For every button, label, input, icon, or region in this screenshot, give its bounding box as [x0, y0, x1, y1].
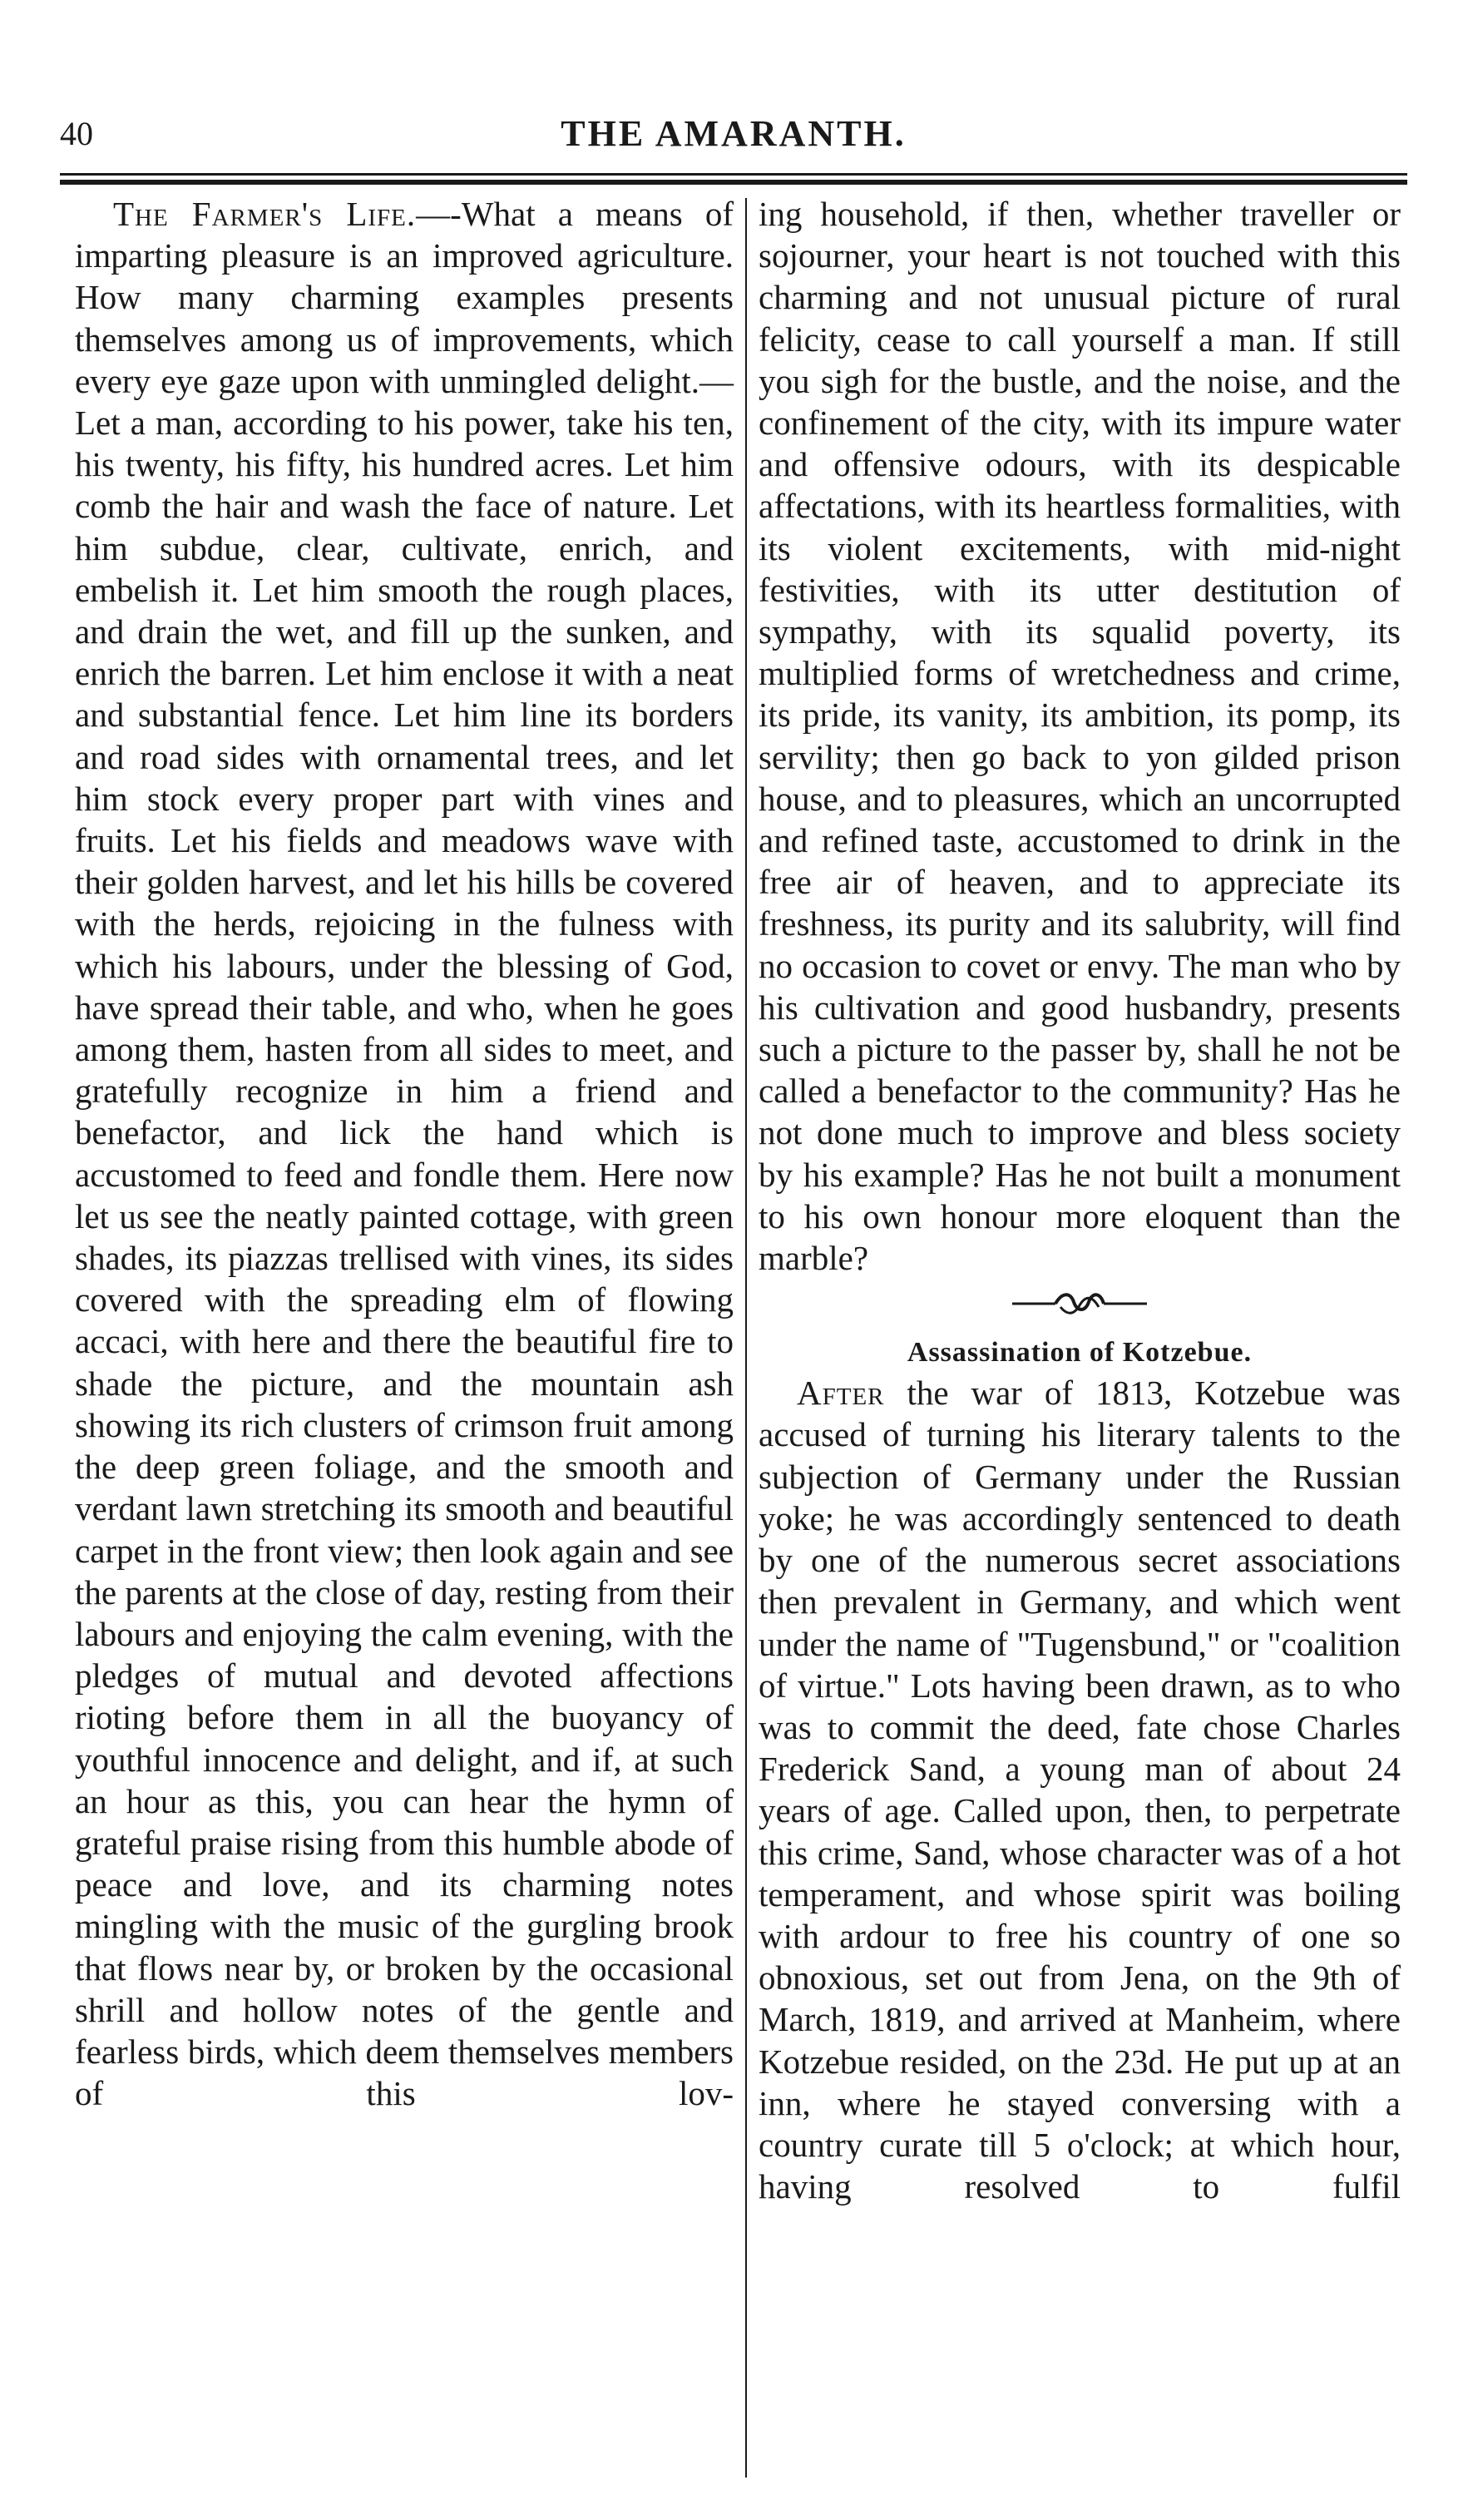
kotzebue-paragraph: [759, 1372, 1401, 2207]
header-rule-thin: [60, 173, 1407, 176]
running-title: THE AMARANTH.: [561, 113, 907, 154]
kotzebue-text: the war of 1813, Kotzebue was accused of turning his literary talents to the subjection of Germany under the Russian yoke; he was accordingly sentenced to death by one of the numerous secret associations then prevalent in Germany, and which went under the name of "Tugensbund," or "coalition of virtue." Lots having been drawn, as to who was to commit the deed, fate chose Charles Frederick Sand, a young man of about 24 years of age. Called upon, then, to perpetrate this crime, Sand, whose character was of a hot temperament, and whose spirit was boiling with ardour to free his country of one so obnoxious, set out from Jena, on the 9th of March, 1819, and arrived at Manheim, where Kotzebue resided, on the 23d. He put up at an inn, where he stayed conversing with a country curate till 5 o'clock; at which hour, having resolved to fulfil: [759, 1374, 1401, 2206]
article-title: Assassination of Kotzebue.: [907, 1337, 1253, 1369]
left-column: [75, 193, 734, 2114]
article-lead-word: After: [797, 1374, 885, 1413]
farmers-life-continuation: ing household, if then, whether traveller or sojourner, your heart is not touched with this charming and not unusual picture of rural felicity, cease to call yourself a man. If still you sigh for the bustle, and the noise, and the confinement of the city, with its impure water and offensive odours, with its despicable affectations, with its heartless formalities, with its violent excitements, with mid-night festivities, with its utter destitution of sympathy, with its squalid poverty, its multiplied forms of wretchedness and crime, its pride, its vanity, its ambition, its pomp, its servility; then go back to yon gilded prison house, and to pleasures, which an uncorrupted and refined taste, accustomed to drink in the free air of heaven, and to appreciate its freshness, its purity and its salubrity, will find no occasion to covet or envy. The man who by his cultivation and good husbandry, presents such a picture to the passer by, shall he not be called a benefactor to the community? Has he not done much to improve and bless society by his example? Has he not built a monument to his own honour more eloquent than the marble?: [759, 195, 1401, 1278]
page-header: [60, 104, 1407, 162]
header-rule-thick: [60, 180, 1407, 185]
farmers-life-paragraph: [75, 193, 734, 2114]
column-divider: [745, 198, 747, 2478]
section-lead-in: The Farmer's Life.: [113, 195, 417, 233]
farmers-life-text: —-What a means of imparting pleasure is an improved agriculture. How many charming examples presents themselves among us of improvements, which every eye gaze upon with unmingled delight.—Let a man, according to his power, take his ten, his twenty, his fifty, his hundred acres. Let him comb the hair and wash the face of nature. Let him subdue, clear, cultivate, enrich, and embelish it. Let him smooth the rough places, and drain the wet, and fill up the sunken, and enrich the barren. Let him enclose it with a neat and substantial fence. Let him line its borders and road sides with ornamental trees, and let him stock every proper part with vines and fruits. Let his fields and meadows wave with their golden harvest, and let his hills be covered with the herds, rejoicing in the fulness with which his labours, under the blessing of God, have spread their table, and who, when he goes among them, hasten from all sides to meet, and gratefully recognize in him a friend and benefactor, and lick the hand which is accustomed to feed and fondle them. Here now let us see the neatly painted cottage, with green shades, its piazzas trellised with vines, its sides covered with the spreading elm of flowing accaci, with here and there the beautiful fire to shade the picture, and the mountain ash showing its rich clusters of crimson fruit among the deep green foliage, and the smooth and verdant lawn stretching its smooth and beautiful carpet in the front view; then look again and see the parents at the close of day, resting from their labours and enjoying the calm evening, with the pledges of mutual and devoted affections rioting before them in all the buoyancy of youthful innocence and delight, and if, at such an hour as this, you can hear the hymn of grateful praise rising from this humble abode of peace and love, and its charming notes mingling with the music of the gurgling brook that flows near by, or broken by the occasional shrill and hollow notes of the gentle and fearless birds, which deem themselves members of this lov-: [75, 195, 734, 2113]
page-number: 40: [60, 115, 93, 152]
ornamental-rule-icon: [759, 1287, 1401, 1334]
right-column: [759, 193, 1401, 2207]
